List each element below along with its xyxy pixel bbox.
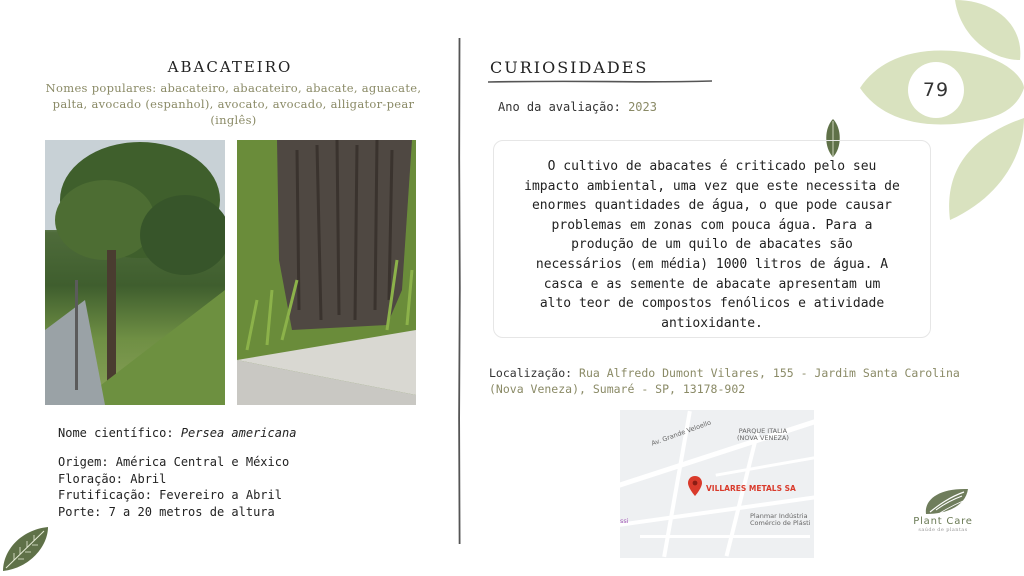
tree-photo xyxy=(45,140,225,405)
bark-photo xyxy=(237,140,416,405)
curiosity-line: problemas em zonas com pouca água. Para a xyxy=(551,217,873,233)
location-address-line2: (Nova Veneza), Sumaré - SP, 13178-902 xyxy=(489,382,746,396)
curiosity-line: produção de um quilo de abacates são xyxy=(571,237,853,253)
map-district-label: PARQUE ITALIA (NOVA VENEZA) xyxy=(737,427,789,442)
curiosity-line: enormes quantidades de água, o que pode causar xyxy=(531,198,893,214)
fact-fruiting: Frutificação: Fevereiro a Abril xyxy=(58,488,282,502)
popular-names: Nomes populares: abacateiro, abacateiro, abacate, aguacate, palta, avocado (espanhol), avocato, avocado, alligator-pear (inglês) xyxy=(45,81,422,127)
map-street-label: Av. Grande Veloello xyxy=(650,418,713,448)
curiosities-title: CURIOSIDADES xyxy=(490,58,649,77)
evaluation-year-value: 2023 xyxy=(628,100,657,114)
map-pin-label: VILLARES METALS SA xyxy=(706,484,796,493)
map-road xyxy=(620,413,814,492)
location-label: Localização: xyxy=(489,366,573,380)
evaluation-year xyxy=(498,100,657,114)
map-pin-icon[interactable] xyxy=(688,476,702,496)
tree-photo-illustration xyxy=(45,140,225,405)
curiosity-line: casca e as semente de abacate apresentam um xyxy=(543,276,881,292)
scientific-name xyxy=(58,426,296,440)
map-road xyxy=(715,456,814,476)
fact-origin: Origem: América Central e México xyxy=(58,455,290,469)
map-business-label: Planmar Indústria Comércio de Plásti xyxy=(750,512,811,527)
logo-tagline: saúde de plantas xyxy=(918,527,968,533)
scientific-name-label: Nome científico: xyxy=(58,426,174,440)
column-divider xyxy=(458,38,461,544)
location-map[interactable] xyxy=(620,410,814,558)
plant-title: ABACATEIRO xyxy=(167,58,293,76)
map-road xyxy=(640,535,810,538)
plant-facts xyxy=(58,454,289,520)
brand-logo xyxy=(905,486,981,542)
leaf-icon xyxy=(0,526,50,572)
location xyxy=(489,365,969,397)
location-address-line1: Rua Alfredo Dumont Vilares, 155 - Jardim Santa Carolina xyxy=(579,366,960,380)
fact-size: Porte: 7 a 20 metros de altura xyxy=(58,504,275,519)
bark-photo-illustration xyxy=(237,140,416,405)
scientific-name-value: Persea americana xyxy=(180,426,297,440)
curiosity-line: alto teor de compostos fenólicos e atividade xyxy=(539,296,885,312)
evaluation-year-label: Ano da avaliação: xyxy=(498,100,621,114)
curiosity-line: necessários (em média) 1000 litros de água. A xyxy=(535,256,889,272)
map-edge-label: ssi xyxy=(620,517,629,525)
curiosity-line: impacto ambiental, uma vez que este necessita de xyxy=(524,178,900,194)
curiosity-line: antioxidante. xyxy=(661,315,763,331)
curiosity-line: O cultivo de abacates é criticado pelo seu xyxy=(547,159,877,174)
page-number: 79 xyxy=(908,62,964,118)
fact-flowering: Floração: Abril xyxy=(58,471,167,486)
logo-name: Plant Care xyxy=(913,516,973,527)
plant-care-logo-icon xyxy=(916,486,970,516)
title-underline xyxy=(488,80,712,83)
